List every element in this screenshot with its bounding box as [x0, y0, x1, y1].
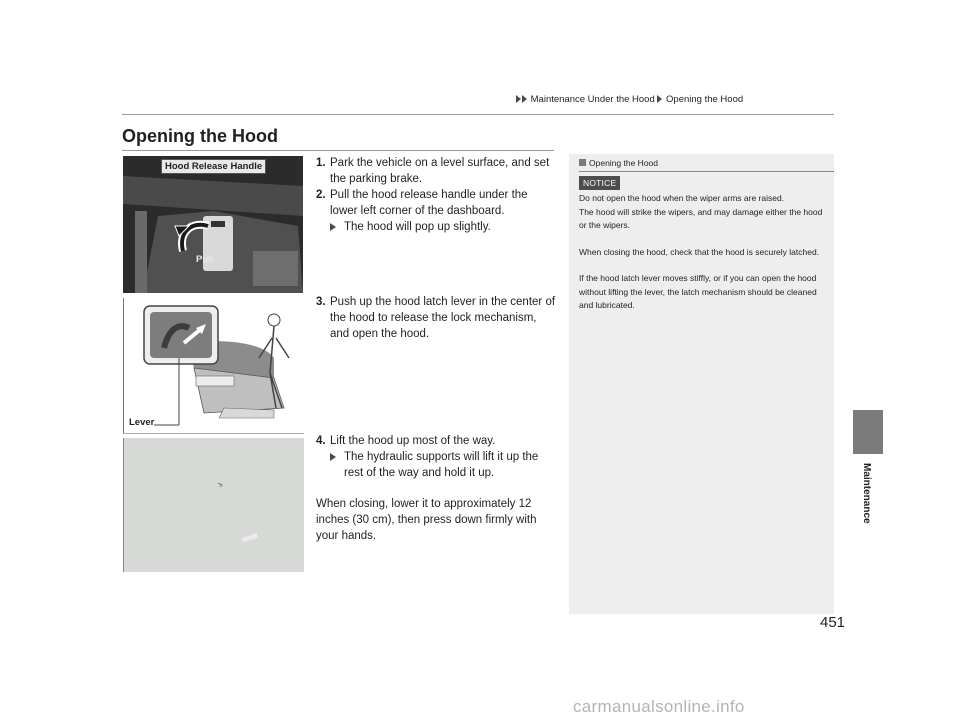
side-note-title: Opening the Hood	[589, 158, 658, 168]
side-note-paragraph: Do not open the hood when the wiper arms are raised. The hood will strike the wipers, and may damage either the hood or the wipers.	[579, 193, 823, 230]
side-note-paragraph: When closing the hood, check that the hood is securely latched.	[579, 246, 820, 257]
steps-group-2	[316, 294, 556, 342]
step-text: Park the vehicle on a level surface, and set the parking brake.	[330, 157, 550, 185]
page-number: 451	[820, 614, 846, 631]
step-text: Lift the hood up most of the way.	[330, 435, 496, 447]
step-2-result	[316, 219, 556, 235]
step-2	[316, 187, 556, 219]
arrow-icon	[516, 95, 521, 103]
breadcrumb-parent[interactable]: Maintenance Under the Hood	[530, 94, 655, 105]
notice-badge: NOTICE	[579, 176, 620, 190]
header-rule	[122, 114, 834, 115]
step-1	[316, 155, 556, 187]
result-arrow-icon	[330, 223, 336, 231]
car-front-illustration	[124, 298, 304, 433]
hood-latch-lever-illustration	[123, 298, 304, 434]
arrow-icon	[522, 95, 527, 103]
watermark: carmanualsonline.info	[573, 697, 745, 716]
step-number: 4.	[316, 435, 326, 447]
title-rule	[122, 150, 554, 151]
pull-label: Pull	[196, 254, 214, 265]
closing-instructions: When closing, lower it to approximately 12 inches (30 cm), then press down firmly with your hands.	[316, 498, 537, 542]
breadcrumb	[516, 94, 743, 105]
step-3	[316, 294, 556, 342]
step-text: Pull the hood release handle under the lower left corner of the dashboard.	[330, 189, 528, 217]
hood-release-handle-photo	[123, 156, 303, 293]
step-4	[316, 433, 556, 449]
section-tab-label: Maintenance	[861, 463, 872, 524]
side-note-box	[569, 154, 834, 614]
step-text: Push up the hood latch lever in the center of the hood to release the lock mechanism, and open the hood.	[330, 296, 556, 340]
side-note-paragraph: If the hood latch lever moves stiffly, or if you can open the hood without lifting the lever, the latch mechanism should be cleaned and lubricated.	[579, 273, 817, 310]
lever-label: Lever	[129, 417, 155, 428]
result-arrow-icon	[330, 453, 336, 461]
step-number: 1.	[316, 157, 326, 169]
breadcrumb-current: Opening the Hood	[666, 94, 744, 105]
section-tab-marker	[853, 410, 883, 454]
result-text: The hydraulic supports will lift it up the rest of the way and hold it up.	[344, 451, 539, 479]
step-4-result	[316, 449, 556, 481]
side-note-rule	[579, 171, 834, 172]
steps-group-3	[316, 433, 556, 481]
result-text: The hood will pop up slightly.	[344, 221, 491, 233]
arrow-icon	[657, 95, 662, 103]
note-bullet-icon	[579, 159, 586, 166]
hood-illustration	[124, 438, 304, 572]
side-note-heading	[579, 158, 658, 168]
side-note-body	[579, 192, 824, 326]
dashboard-illustration	[123, 156, 303, 293]
page-title: Opening the Hood	[122, 126, 278, 146]
step-number: 2.	[316, 189, 326, 201]
step-number: 3.	[316, 296, 326, 308]
hood-lifted-illustration	[123, 438, 304, 572]
steps-group-1	[316, 155, 556, 235]
hood-release-handle-label: Hood Release Handle	[161, 159, 266, 174]
